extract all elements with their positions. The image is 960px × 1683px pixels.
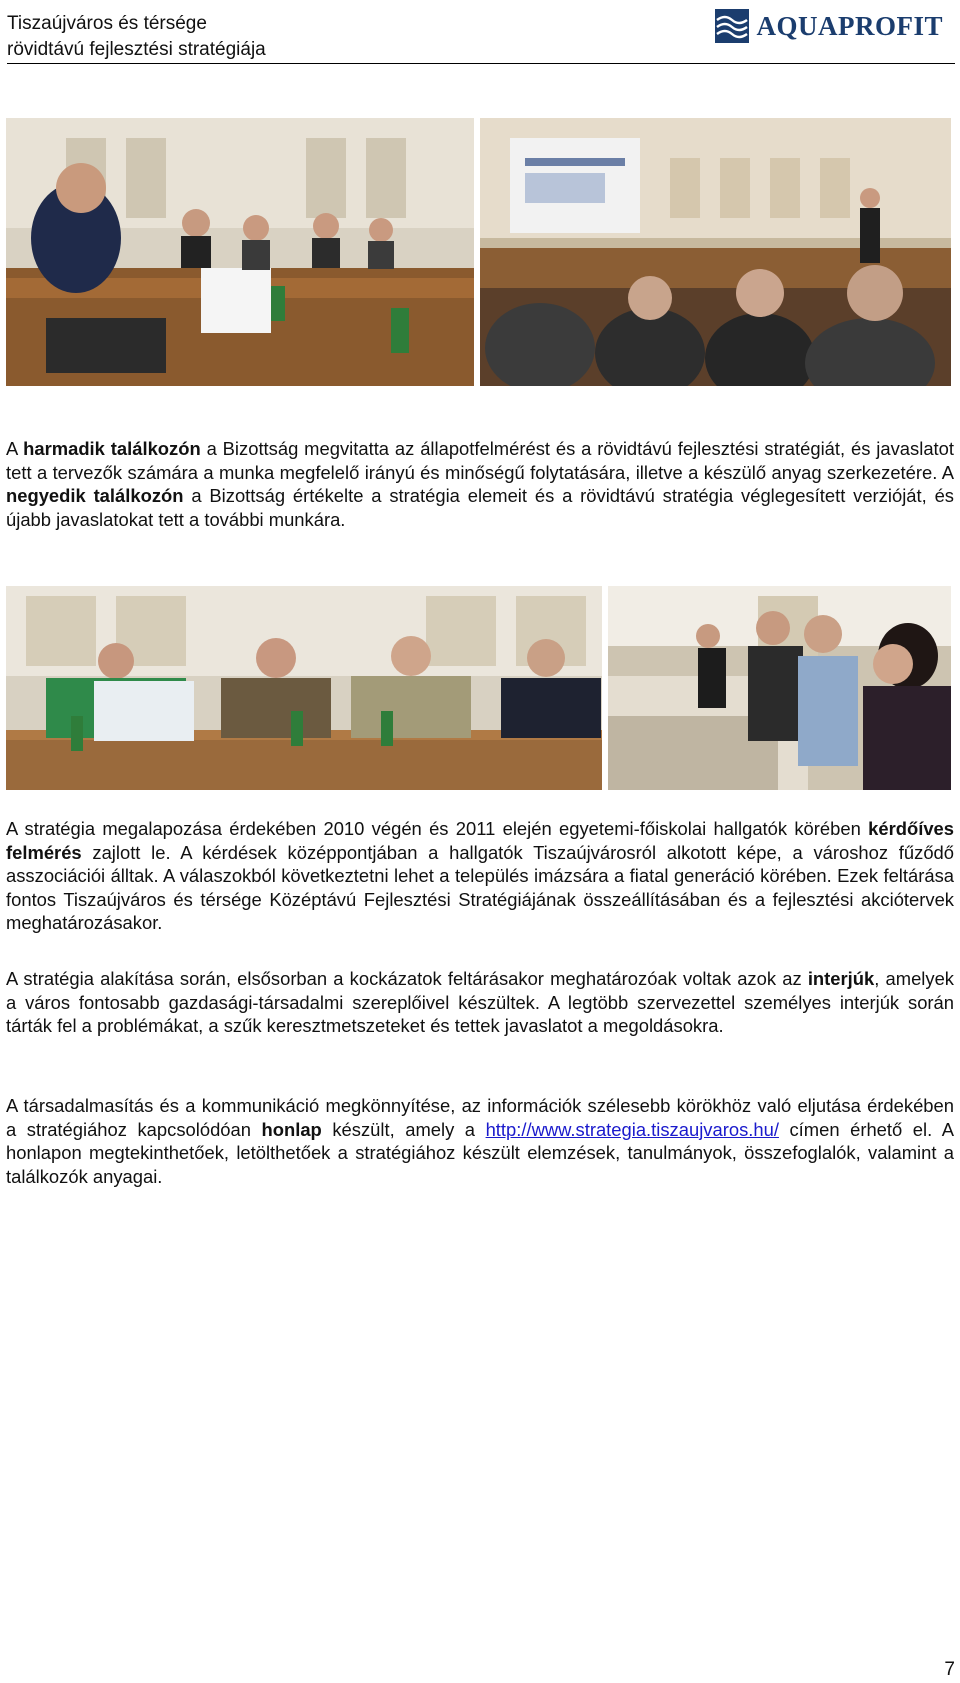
body-text: a Bizottság értékelte a stratégia elemeit és a rövidtávú stratégia véglegesített verzióját, és újabb javaslatokat tett a további munkára. (6, 485, 954, 530)
body-text: címen érhető el. A honlapon megtekinthetőek, letölthetőek a stratégiához készült elemzések, tanulmányok, összefoglalók, valamint a találkozók anyagai. (6, 1118, 954, 1187)
paragraph-meetings (6, 437, 954, 531)
website-link[interactable]: http://www.strategia.tiszaujvaros.hu/ (485, 1118, 779, 1140)
logo-text: AQUAPROFIT (756, 10, 943, 41)
title-line-1: Tiszaújváros és térsége (7, 13, 207, 34)
emphasis-text: honlap (261, 1118, 322, 1140)
body-text: A stratégia megalapozása érdekében 2010 végén és 2011 elején egyetemi-főiskolai hallgatók körében (6, 818, 869, 839)
paragraph-website (6, 1094, 954, 1188)
document-title (7, 11, 266, 63)
meeting-photo-1 (6, 118, 474, 386)
meeting-photo-4 (608, 586, 951, 790)
meeting-photo-2 (480, 118, 951, 386)
body-text: a Bizottság megvitatta az állapotfelmérést és a rövidtávú fejlesztési stratégiát, és javaslatot tett a tervezők számára a munka megfelelő irányú és minőségű folytatására, illetve a készülő anyag szerkezetére. A (6, 438, 954, 483)
body-text: zajlott le. A kérdések középpontjában a hallgatók Tiszaújvárosról alkotott képe, a városhoz fűződő asszociációi álltak. A válaszokból következtetni lehet a település imázsára a fiatal generáció körében. Ezek feltárása fontos Tiszaújváros és térsége Középtávú Fejlesztési Stratégiájának összeállításában és a fejlesztési akciótervek meghatározásakor. (6, 841, 954, 934)
body-text: készült, amely a (321, 1118, 486, 1140)
emphasis-text: interjúk (807, 968, 875, 989)
page-header (7, 8, 955, 64)
page-number: 7 (944, 1659, 955, 1680)
body-text: , amelyek a város fontosabb gazdasági-társadalmi szereplőivel készültek. A legtöbb szervezettel személyes interjúk során tárták fel a problémákat, a szűk keresztmetszeteket és tettek javaslatot a megoldásokra. (6, 968, 955, 1037)
emphasis-text: kérdőíves felmérés (6, 818, 954, 863)
title-line-2: rövidtávú fejlesztési stratégiája (7, 39, 266, 60)
body-text: A (6, 438, 24, 459)
emphasis-text: negyedik találkozón (6, 485, 184, 507)
emphasis-text: harmadik találkozón (23, 438, 201, 459)
body-text: A stratégia alakítása során, elsősorban a kockázatok feltárásakor meghatározóak voltak azok az (6, 968, 808, 989)
paragraph-survey (6, 817, 954, 935)
body-text: A társadalmasítás és a kommunikáció megkönnyítése, az információk szélesebb körökhöz való eljutása érdekében a stratégiához kapcsolódóan (6, 1095, 954, 1140)
paragraph-interviews (6, 967, 954, 1038)
meeting-photo-3 (6, 586, 602, 790)
wave-logo-icon (715, 9, 749, 43)
aquaprofit-logo (715, 8, 944, 44)
